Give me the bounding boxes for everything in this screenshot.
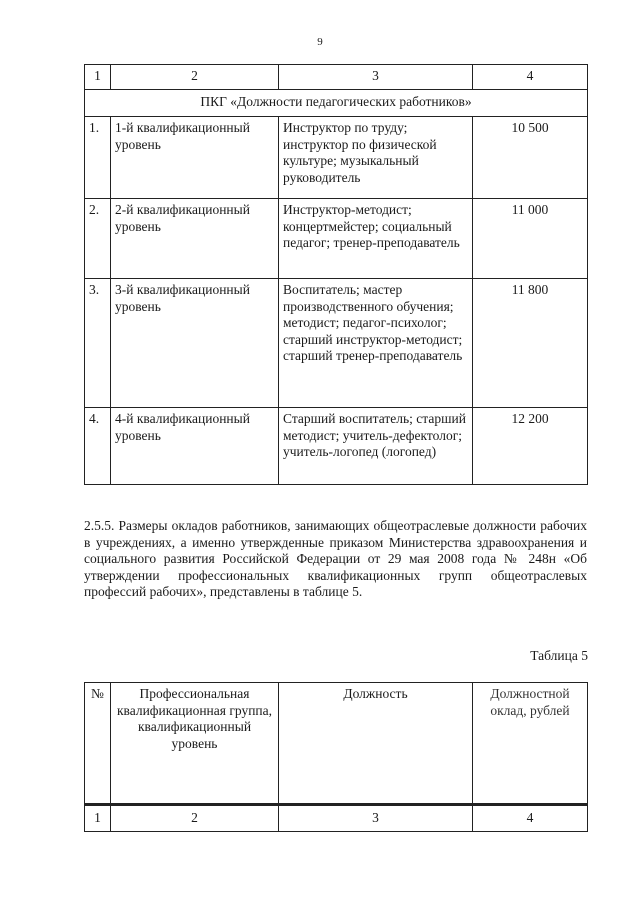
positions-cell: Старший воспитатель; старший методист; учитель-дефектолог; учитель-логопед (логопед): [279, 408, 473, 485]
header-cell: 4: [473, 65, 588, 90]
table-header-row: [85, 65, 588, 90]
salary-table-5: [84, 682, 588, 832]
positions-cell: Инструктор-методист; концертмейстер; социальный педагог; тренер-преподаватель: [279, 199, 473, 279]
salary-cell: 10 500: [473, 117, 588, 199]
table-header-row: [85, 683, 588, 805]
table-caption: Таблица 5: [530, 648, 588, 663]
header-cell-number: №: [85, 683, 111, 805]
qualification-level: 1-й квалификационный уровень: [111, 117, 279, 199]
table-row: [85, 279, 588, 408]
index-cell: 2: [111, 806, 279, 832]
salary-table-4: [84, 64, 588, 485]
index-cell: 4: [473, 806, 588, 832]
qualification-level: 4-й квалификационный уровень: [111, 408, 279, 485]
qualification-level: 2-й квалификационный уровень: [111, 199, 279, 279]
row-number: 3.: [85, 279, 111, 408]
table-row: [85, 117, 588, 199]
salary-cell: 11 000: [473, 199, 588, 279]
salary-cell: 12 200: [473, 408, 588, 485]
page-number: 9: [317, 36, 323, 48]
positions-cell: Воспитатель; мастер производственного обучения; методист; педагог-психолог; старший инструктор-методист; старший тренер-преподаватель: [279, 279, 473, 408]
qualification-level: 3-й квалификационный уровень: [111, 279, 279, 408]
index-cell: 3: [279, 806, 473, 832]
group-title: ПКГ «Должности педагогических работников»: [85, 90, 588, 117]
table-row: [85, 199, 588, 279]
table-row: [85, 408, 588, 485]
section-paragraph: 2.5.5. Размеры окладов работников, занимающих общеотраслевые должности рабочих в учреждениях, а именно утвержденные приказом Министерства здравоохранения и социального развития Российской Федерации от 29 мая 2008 года № 248н «Об утверждении профессиональных квалификационных групп общеотраслевых профессий рабочих», представлены в таблице 5.: [84, 518, 587, 599]
group-row: [85, 90, 588, 117]
header-cell: 1: [85, 65, 111, 90]
header-cell: 3: [279, 65, 473, 90]
salary-cell: 11 800: [473, 279, 588, 408]
header-cell-group: Профессиональная квалификационная группа, квалификационный уровень: [111, 683, 279, 805]
row-number: 4.: [85, 408, 111, 485]
positions-cell: Инструктор по труду; инструктор по физической культуре; музыкальный руководитель: [279, 117, 473, 199]
row-number: 1.: [85, 117, 111, 199]
column-index-row: [85, 806, 588, 832]
header-cell-salary: Должностной оклад, рублей: [473, 683, 588, 805]
row-number: 2.: [85, 199, 111, 279]
header-cell: 2: [111, 65, 279, 90]
index-cell: 1: [85, 806, 111, 832]
header-cell-position: Должность: [279, 683, 473, 805]
